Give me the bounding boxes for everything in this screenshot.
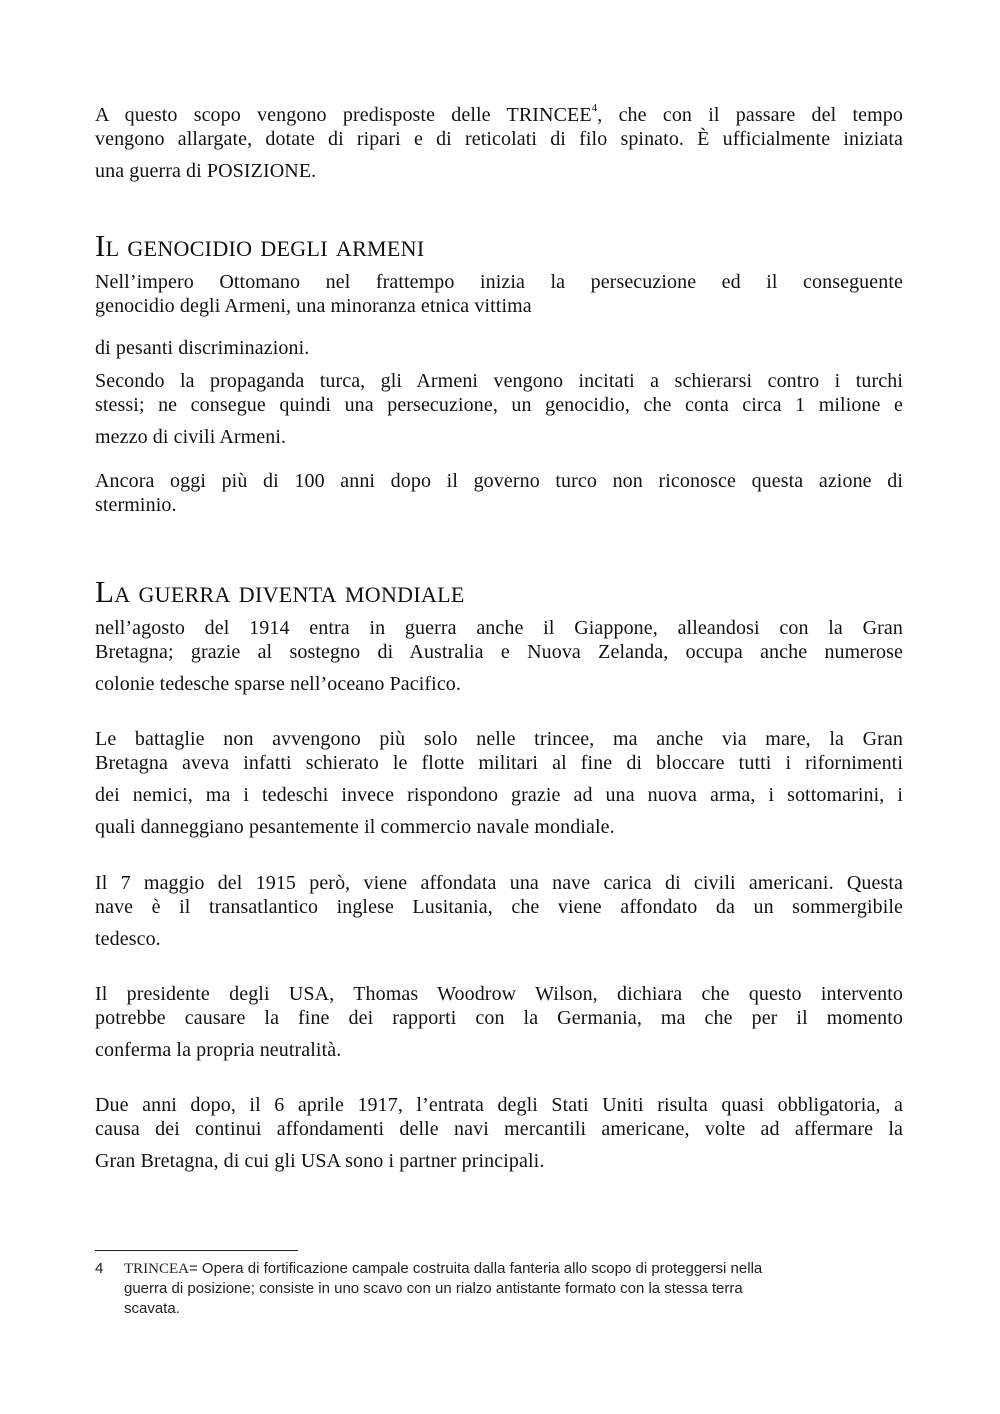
text-line: mezzo di civili Armeni. xyxy=(95,426,287,448)
text-line: Due anni dopo, il 6 aprile 1917, l’entrata degli Stati Uniti risulta quasi obbligatoria, a xyxy=(95,1094,903,1116)
armeni-paragraph-3 xyxy=(95,369,903,449)
text-line: potrebbe causare la fine dei rapporti con la Germania, ma che per il momento xyxy=(95,1007,903,1029)
text-line: Il presidente degli USA, Thomas Woodrow Wilson, dichiara che questo intervento xyxy=(95,983,903,1005)
text-line: causa dei continui affondamenti delle navi mercantili americane, volte ad affermare la xyxy=(95,1118,903,1140)
text-line: sterminio. xyxy=(95,494,177,516)
text-line: nave è il transatlantico inglese Lusitania, che viene affondato da un sommergibile xyxy=(95,896,903,918)
footnote-line: scavata. xyxy=(124,1300,180,1317)
armeni-paragraph-4 xyxy=(95,469,903,517)
text-line: Ancora oggi più di 100 anni dopo il governo turco non riconosce questa azione di xyxy=(95,470,903,492)
footnote-divider xyxy=(95,1250,298,1251)
section-heading-mondiale: La guerra diventa mondiale xyxy=(95,574,465,609)
mondiale-paragraph-3 xyxy=(95,871,903,951)
mondiale-paragraph-2 xyxy=(95,727,903,839)
text-line: Secondo la propaganda turca, gli Armeni vengono incitati a schierarsi contro i turchi xyxy=(95,370,903,392)
mondiale-paragraph-1 xyxy=(95,616,903,696)
armeni-paragraph-2 xyxy=(95,336,903,360)
text-line: genocidio degli Armeni, una minoranza etnica vittima xyxy=(95,295,532,317)
text-line: stessi; ne consegue quindi una persecuzione, un genocidio, che conta circa 1 milione e xyxy=(95,394,903,416)
footnote-definition: = Opera di fortificazione campale costruita dalla fanteria allo scopo di proteggersi nella xyxy=(189,1260,763,1277)
text-line: conferma la propria neutralità. xyxy=(95,1039,342,1061)
footnote-line: guerra di posizione; consiste in uno scavo con un rialzo antistante formato con la stessa terra xyxy=(124,1280,743,1297)
intro-text: , che con il passare del tempo xyxy=(597,104,903,126)
text-line: quali danneggiano pesantemente il commercio navale mondiale. xyxy=(95,816,615,838)
text-line: Le battaglie non avvengono più solo nelle trincee, ma anche via mare, la Gran xyxy=(95,728,903,750)
text-line: Gran Bretagna, di cui gli USA sono i partner principali. xyxy=(95,1150,545,1172)
footnote-number: 4 xyxy=(95,1260,104,1277)
text-line: Nell’impero Ottomano nel frattempo inizia la persecuzione ed il conseguente xyxy=(95,271,903,293)
text-line: di pesanti discriminazioni. xyxy=(95,337,310,359)
mondiale-paragraph-5 xyxy=(95,1093,903,1173)
intro-line: vengono allargate, dotate di ripari e di reticolati di filo spinato. È ufficialmente iniziata xyxy=(95,128,903,150)
text-line: Il 7 maggio del 1915 però, viene affondata una nave carica di civili americani. Questa xyxy=(95,872,903,894)
footnote-line xyxy=(124,1259,894,1279)
text-line: Bretagna; grazie al sostegno di Australia e Nuova Zelanda, occupa anche numerose xyxy=(95,641,903,663)
footnote-text xyxy=(124,1259,894,1319)
intro-paragraph xyxy=(95,103,903,183)
text-line: colonie tedesche sparse nell’oceano Pacifico. xyxy=(95,673,462,695)
footnote-reference[interactable]: 4 xyxy=(591,102,598,114)
intro-line: una guerra di POSIZIONE. xyxy=(95,160,317,182)
text-line: dei nemici, ma i tedeschi invece rispondono grazie ad una nuova arma, i sottomarini, i xyxy=(95,784,903,806)
text-line: Bretagna aveva infatti schierato le flotte militari al fine di bloccare tutti i rifornimenti xyxy=(95,752,903,774)
intro-text: A questo scopo vengono predisposte delle TRINCEE xyxy=(95,104,592,126)
section-heading-armeni: Il genocidio degli armeni xyxy=(95,228,425,263)
text-line: tedesco. xyxy=(95,928,161,950)
mondiale-paragraph-4 xyxy=(95,982,903,1062)
intro-line xyxy=(95,103,903,127)
text-line: nell’agosto del 1914 entra in guerra anche il Giappone, alleandosi con la Gran xyxy=(95,617,903,639)
armeni-paragraph-1 xyxy=(95,270,903,318)
footnote-term: TRINCEA xyxy=(124,1261,189,1277)
